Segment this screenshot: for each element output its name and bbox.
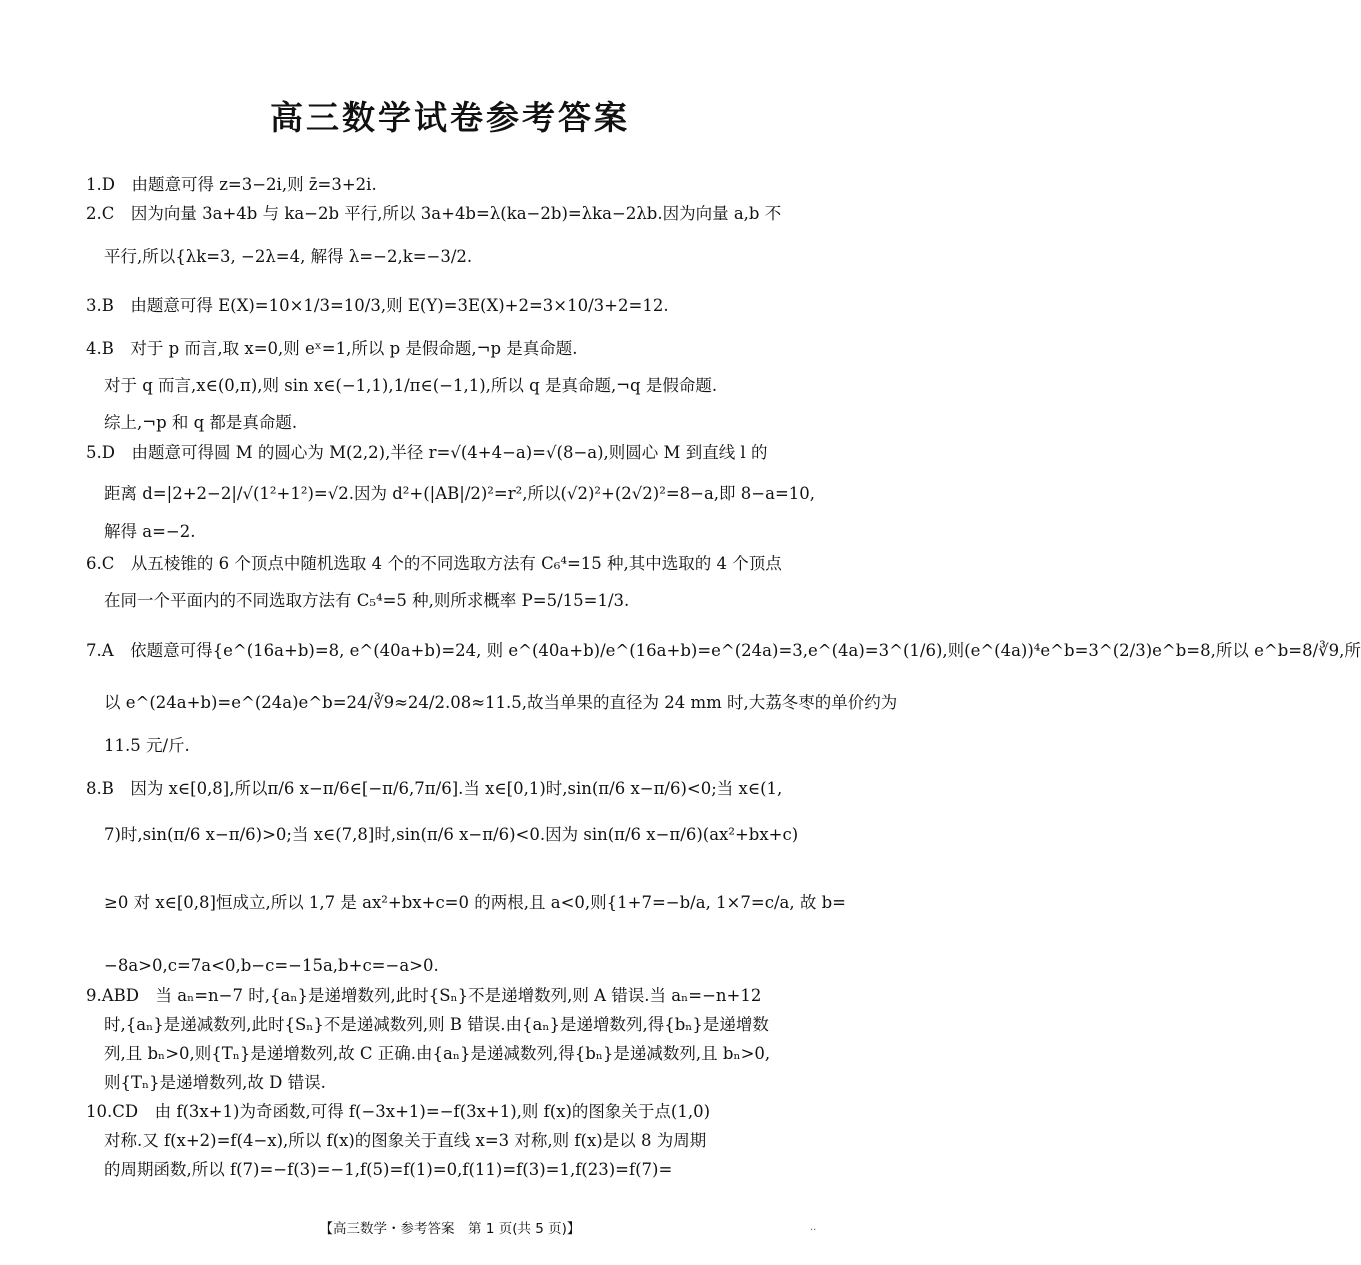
answer-line: 的周期函数,所以 f(7)=−f(3)=−1,f(5)=f(1)=0,f(11)=f(3)=1,f(23)=f(7)=	[104, 1160, 673, 1179]
answer-line: 7)时,sin(π/6 x−π/6)>0;当 x∈(7,8]时,sin(π/6 x−π/6)<0.因为 sin(π/6 x−π/6)(ax²+bx+c)	[104, 825, 799, 844]
answer-line: −8a>0,c=7a<0,b−c=−15a,b+c=−a>0.	[104, 956, 439, 975]
answer-line: 2.C 因为向量 3a+4b 与 ka−2b 平行,所以 3a+4b=λ(ka−2b)=λka−2λb.因为向量 a,b 不	[86, 204, 782, 223]
answer-line: 8.B 因为 x∈[0,8],所以π/6 x−π/6∈[−π/6,7π/6].当 x∈[0,1)时,sin(π/6 x−π/6)<0;当 x∈(1,	[86, 779, 783, 798]
answer-line: 7.A 依题意可得{e^(16a+b)=8, e^(40a+b)=24, 则 e^(40a+b)/e^(16a+b)=e^(24a)=3,e^(4a)=3^(1/6),则(e^(4a))⁴e^b=3^(2/3)e^b=8,所以 e^b=8/∛9,所	[86, 641, 1361, 660]
answer-line: 以 e^(24a+b)=e^(24a)e^b=24/∛9≈24/2.08≈11.5,故当单果的直径为 24 mm 时,大荔冬枣的单价约为	[104, 693, 898, 712]
page-title: 高三数学试卷参考答案	[270, 98, 630, 137]
answer-line: 6.C 从五棱锥的 6 个顶点中随机选取 4 个的不同选取方法有 C₆⁴=15 种,其中选取的 4 个顶点	[86, 554, 782, 573]
answer-line: 列,且 bₙ>0,则{Tₙ}是递增数列,故 C 正确.由{aₙ}是递减数列,得{bₙ}是递减数列,且 bₙ>0,	[104, 1044, 771, 1063]
answer-line: 对称.又 f(x+2)=f(4−x),所以 f(x)的图象关于直线 x=3 对称,则 f(x)是以 8 为周期	[104, 1131, 707, 1150]
answer-line: ≥0 对 x∈[0,8]恒成立,所以 1,7 是 ax²+bx+c=0 的两根,且 a<0,则{1+7=−b/a, 1×7=c/a, 故 b=	[104, 893, 846, 912]
answer-line: 10.CD 由 f(3x+1)为奇函数,可得 f(−3x+1)=−f(3x+1),则 f(x)的图象关于点(1,0)	[86, 1102, 711, 1121]
answer-line: 距离 d=|2+2−2|/√(1²+1²)=√2.因为 d²+(|AB|/2)²=r²,所以(√2)²+(2√2)²=8−a,即 8−a=10,	[104, 484, 816, 503]
page-footer: 【高三数学・参考答案 第 1 页(共 5 页)】	[319, 1221, 581, 1237]
answer-line: 时,{aₙ}是递减数列,此时{Sₙ}不是递减数列,则 B 错误.由{aₙ}是递增数列,得{bₙ}是递增数	[104, 1015, 769, 1034]
footer-mark: ..	[810, 1222, 817, 1233]
answer-line: 平行,所以{λk=3, −2λ=4, 解得 λ=−2,k=−3/2.	[104, 247, 473, 266]
answer-line: 综上,¬p 和 q 都是真命题.	[104, 413, 298, 432]
answer-line: 5.D 由题意可得圆 M 的圆心为 M(2,2),半径 r=√(4+4−a)=√(8−a),则圆心 M 到直线 l 的	[86, 443, 768, 462]
answer-line: 1.D 由题意可得 z=3−2i,则 z̄=3+2i.	[86, 175, 377, 194]
answer-line: 3.B 由题意可得 E(X)=10×1/3=10/3,则 E(Y)=3E(X)+2=3×10/3+2=12.	[86, 296, 669, 315]
answer-line: 对于 q 而言,x∈(0,π),则 sin x∈(−1,1),1/π∈(−1,1),所以 q 是真命题,¬q 是假命题.	[104, 376, 718, 395]
answer-line: 则{Tₙ}是递增数列,故 D 错误.	[104, 1073, 326, 1092]
answer-line: 在同一个平面内的不同选取方法有 C₅⁴=5 种,则所求概率 P=5/15=1/3.	[104, 591, 630, 610]
answer-line: 11.5 元/斤.	[104, 736, 190, 755]
answer-line: 解得 a=−2.	[104, 522, 196, 541]
answer-line: 9.ABD 当 aₙ=n−7 时,{aₙ}是递增数列,此时{Sₙ}不是递增数列,则 A 错误.当 aₙ=−n+12	[86, 986, 762, 1005]
answer-line: 4.B 对于 p 而言,取 x=0,则 eˣ=1,所以 p 是假命题,¬p 是真命题.	[86, 339, 578, 358]
